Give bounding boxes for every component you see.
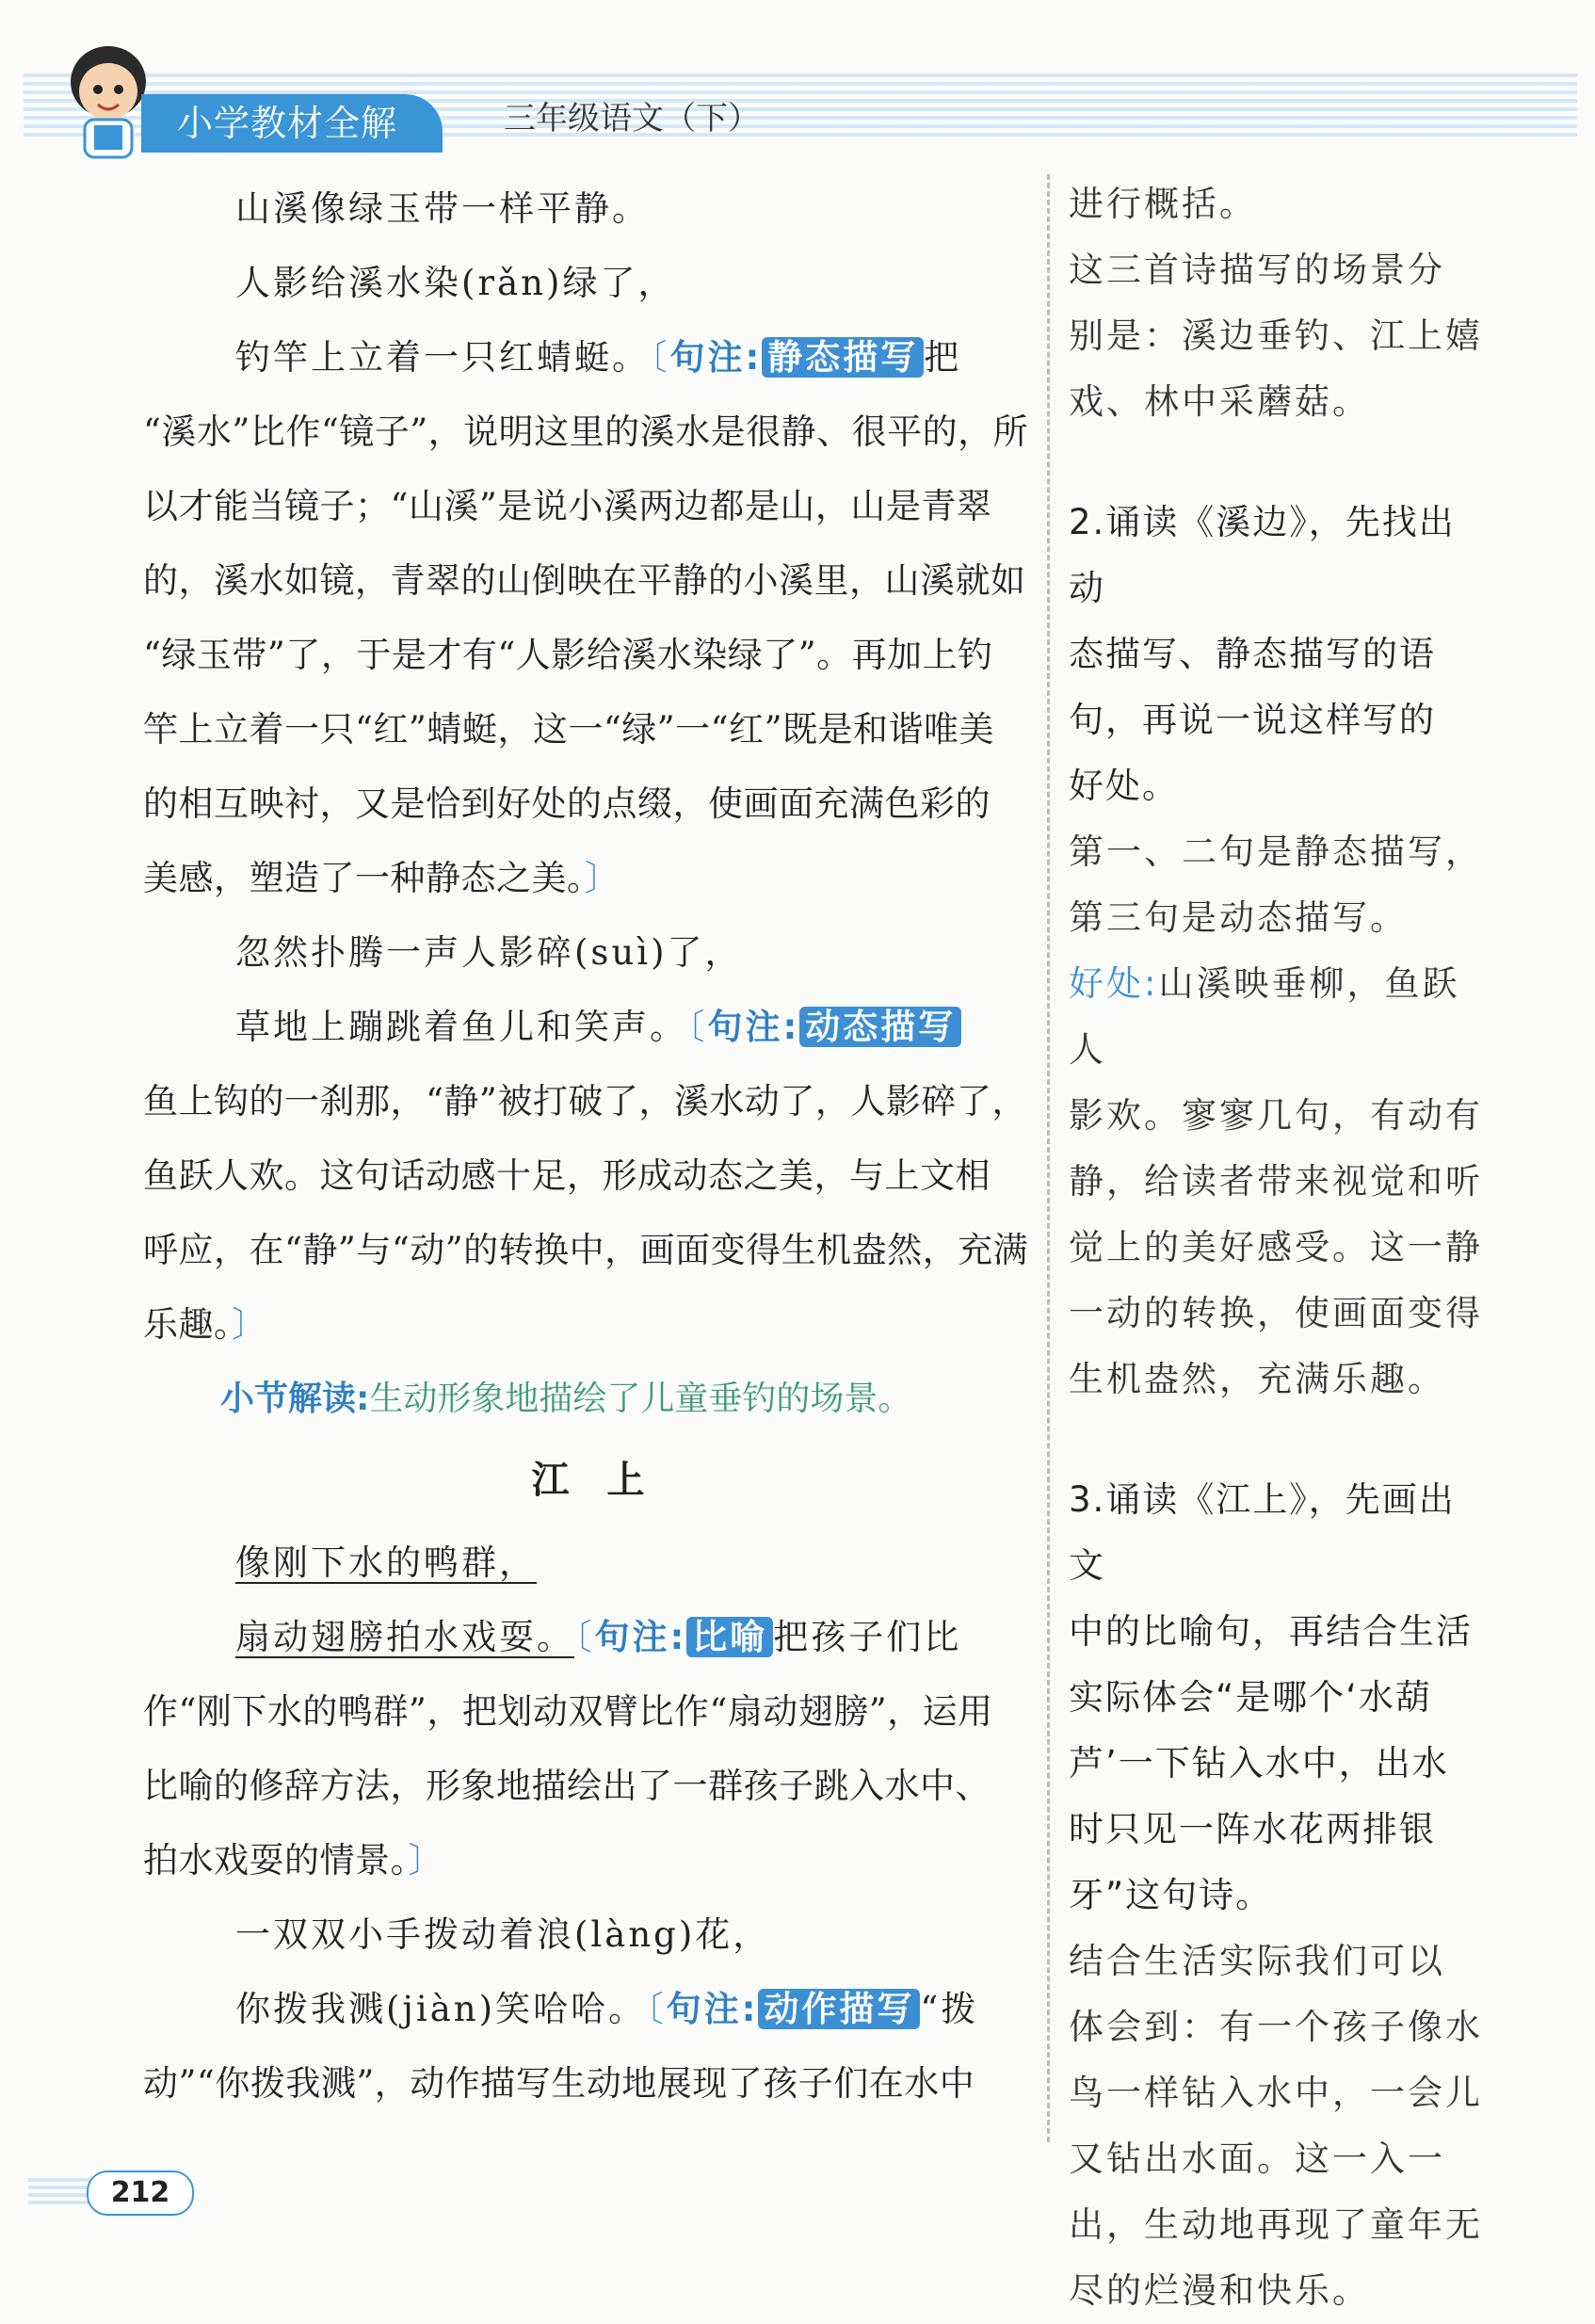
- answer-line: 又钻出水面。这一入一: [1069, 2138, 1445, 2179]
- answer-text: 山溪映垂柳，鱼跃人: [1069, 963, 1460, 1070]
- question-line: 态描写、静态描写的语: [1069, 634, 1436, 674]
- note-line: 比喻的修辞方法，形象地描绘出了一群孩子跳入水中、: [143, 1766, 991, 1806]
- answer-line: 这三首诗描写的场景分: [1069, 250, 1445, 290]
- book-title: 小学教材全解: [141, 94, 443, 153]
- answer-line: 第三句是动态描写。: [1069, 897, 1408, 938]
- metaphor-underline: 扇动翅膀拍水戏耍。: [235, 1617, 574, 1657]
- summary-text: 生动形象地描绘了儿童垂钓的场景。: [369, 1380, 912, 1418]
- poem-line-annotated: [143, 1972, 1033, 2046]
- question-line: 句，再说一说这样写的: [1069, 700, 1436, 740]
- side-column: [1069, 171, 1483, 2324]
- answer-line: 静，给读者带来视觉和听: [1069, 1161, 1483, 1202]
- note-label: 句注:: [669, 337, 763, 378]
- poem-line-annotated: [143, 990, 1033, 1064]
- answer-line: 别是：溪边垂钓、江上嬉: [1069, 315, 1483, 356]
- note-line: [143, 841, 1033, 915]
- answer-line: 尽的烂漫和快乐。: [1069, 2270, 1370, 2311]
- bracket-close: 〕: [408, 1840, 443, 1880]
- note-label: 句注:: [594, 1617, 687, 1657]
- bracket-open: 〔: [646, 1989, 667, 2029]
- question-line: 2.诵读《溪边》，先找出动: [1069, 502, 1456, 608]
- tag-metaphor: 比喻: [686, 1617, 773, 1657]
- bracket-open: 〔: [687, 1007, 708, 1047]
- main-column: [143, 171, 1033, 2121]
- answer-line: 第一、二句是静态描写，: [1069, 831, 1483, 872]
- note-line: “溪水”比作“镜子”，说明这里的溪水是很静、很平的，所: [143, 412, 1029, 452]
- note-line: 竿上立着一只“红”蜻蜓，这一“绿”一“红”既是和谐唯美: [143, 709, 994, 750]
- question-line: 实际体会“是哪个‘水葫: [1069, 1677, 1432, 1718]
- tag-static-description: 静态描写: [762, 337, 924, 378]
- note-text: 拍水戏耍的情景。: [143, 1840, 409, 1880]
- metaphor-underline: 像刚下水的鸭群，: [235, 1542, 537, 1583]
- note-line: “绿玉带”了，于是才有“人影给溪水染绿了”。再加上钓: [143, 635, 993, 675]
- tag-dynamic-description: 动态描写: [799, 1007, 961, 1047]
- poem-line: 忽然扑腾一声人影碎(suì)了，: [235, 932, 743, 973]
- answer-label: 好处:: [1069, 963, 1159, 1004]
- bracket-close: 〕: [585, 858, 620, 898]
- poem-line: [143, 1525, 1033, 1600]
- note-line: 的相互映衬，又是恰到好处的点缀，使画面充满色彩的: [143, 783, 991, 824]
- question-line: 芦’一下钻入水中，出水: [1069, 1743, 1449, 1783]
- poem-text: 你拨我溅(jiàn)笑哈哈。: [235, 1989, 647, 2029]
- answer-line: 戏、林中采蘑菇。: [1069, 381, 1370, 422]
- question-line: 中的比喻句，再结合生活: [1069, 1611, 1473, 1652]
- question-line: 好处。: [1069, 766, 1179, 806]
- note-text: 乐趣。: [143, 1304, 232, 1345]
- answer-line: 出，生动地再现了童年无: [1069, 2204, 1483, 2245]
- note-line: [143, 1823, 1033, 1897]
- summary-label: 小节解读:: [220, 1380, 370, 1418]
- note-line: 鱼跃人欢。这句话动感十足，形成动态之美，与上文相: [143, 1155, 991, 1196]
- question-line: 时只见一阵水花两排银: [1069, 1809, 1436, 1849]
- note-line: 作“刚下水的鸭群”，把划动双臂比作“扇动翅膀”，运用: [143, 1691, 993, 1732]
- note-line: 的，溪水如镜，青翠的山倒映在平静的小溪里，山溪就如: [143, 560, 1026, 601]
- note-label: 句注:: [707, 1007, 800, 1047]
- poem-line: 一双双小手拨动着浪(làng)花，: [235, 1914, 771, 1955]
- note-text: 把孩子们比: [773, 1617, 962, 1657]
- poem-line-annotated: [143, 320, 1033, 395]
- column-divider: [1047, 174, 1050, 2142]
- answer-line: 进行概括。: [1069, 184, 1257, 224]
- page-footer: [28, 2171, 217, 2218]
- poem-line-annotated: [143, 1600, 1033, 1674]
- answer-line: [1069, 951, 1483, 1083]
- page-number: 212: [87, 2171, 194, 2216]
- answer-line: 影欢。寥寥几句，有动有: [1069, 1095, 1483, 1136]
- answer-line: 一动的转换，使画面变得: [1069, 1293, 1483, 1333]
- bracket-open: 〔: [650, 337, 670, 378]
- answer-line: 鸟一样钻入水中，一会儿: [1069, 2073, 1483, 2113]
- note-label: 句注:: [666, 1989, 759, 2029]
- grade-subject: 三年级语文（下）: [504, 100, 760, 137]
- poem-text: 草地上蹦跳着鱼儿和笑声。: [235, 1007, 687, 1047]
- bracket-close: 〕: [232, 1304, 267, 1345]
- bracket-open: 〔: [574, 1617, 595, 1657]
- answer-line: 生机盎然，充满乐趣。: [1069, 1359, 1445, 1399]
- note-text: “拨: [920, 1989, 979, 2029]
- note-line: [143, 1287, 1033, 1362]
- note-line: 鱼上钩的一刹那，“静”被打破了，溪水动了，人影碎了，: [143, 1081, 1027, 1122]
- answer-line: 觉上的美好感受。这一静: [1069, 1227, 1483, 1267]
- answer-line: 体会到：有一个孩子像水: [1069, 2007, 1483, 2047]
- poem-line: 山溪像绿玉带一样平静。: [235, 188, 650, 229]
- section-summary: [143, 1362, 1033, 1436]
- poem-text: 钓竿上立着一只红蜻蜓。: [235, 337, 650, 378]
- note-line: 动”“你拨我溅”，动作描写生动地展现了孩子们在水中: [143, 2063, 975, 2104]
- question-line: 3.诵读《江上》，先画出文: [1069, 1479, 1456, 1586]
- tag-action-description: 动作描写: [758, 1989, 920, 2029]
- question-line: 牙”这句诗。: [1069, 1875, 1273, 1915]
- note-line: 呼应，在“静”与“动”的转换中，画面变得生机盎然，充满: [143, 1230, 1029, 1270]
- poem-line: 人影给溪水染(rǎn)绿了，: [235, 263, 676, 303]
- note-text: 把: [924, 337, 962, 378]
- answer-line: 结合生活实际我们可以: [1069, 1941, 1445, 1981]
- note-text: 美感，塑造了一种静态之美。: [143, 858, 585, 898]
- section-title: 江上: [531, 1459, 683, 1502]
- page-header: [0, 0, 1595, 188]
- note-line: 以才能当镜子；“山溪”是说小溪两边都是山，山是青翠: [143, 486, 992, 526]
